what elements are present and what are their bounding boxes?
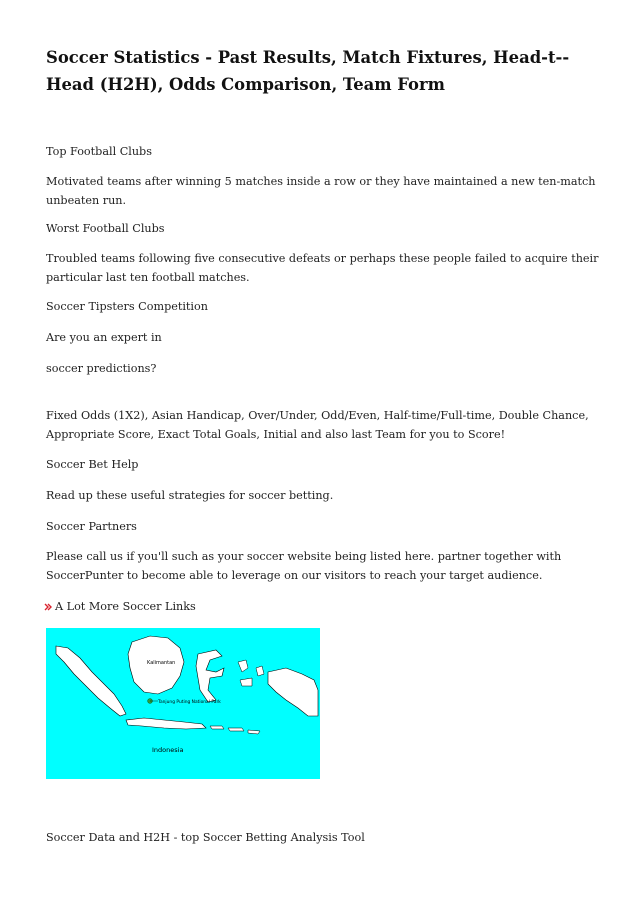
footer-heading: Soccer Data and H2H - top Soccer Betting Analysis Tool: [46, 831, 365, 844]
expert-line-2: soccer predictions?: [46, 362, 157, 375]
expert-line-1: Are you an expert in: [46, 331, 162, 344]
bet-help-heading: Soccer Bet Help: [46, 458, 139, 471]
top-clubs-text: Motivated teams after winning 5 matches inside a row or they have maintained a new ten-match unbeaten run.: [46, 175, 596, 207]
double-chevron-right-icon: [44, 603, 52, 611]
worst-clubs-text: Troubled teams following five consecutive defeats or perhaps these people failed to acquire their particular last ten football matches.: [46, 252, 599, 284]
odds-text: Fixed Odds (1X2), Asian Handicap, Over/Under, Odd/Even, Half-time/Full-time, Double Chance, Appropriate Score, Exact Total Goals, Initial and also last Team for you to Score!: [46, 409, 589, 441]
partners-text: Please call us if you'll such as your soccer website being listed here. partner together with SoccerPunter to become able to leverage on our visitors to reach your target audience.: [46, 550, 562, 582]
bet-help-text: Read up these useful strategies for soccer betting.: [46, 489, 334, 502]
more-links-link[interactable]: [44, 597, 196, 616]
top-clubs-heading: Top Football Clubs: [46, 145, 152, 158]
tipsters-heading: Soccer Tipsters Competition: [46, 300, 208, 313]
map-label-park: Tanjung Puting National Park: [158, 700, 221, 705]
partners-heading: Soccer Partners: [46, 520, 137, 533]
worst-clubs-heading: Worst Football Clubs: [46, 222, 165, 235]
map-label-country: Indonesia: [152, 746, 184, 754]
page-title: Soccer Statistics - Past Results, Match Fixtures, Head-t--Head (H2H), Odds Comparison, Team Form: [46, 48, 570, 94]
more-links-label: A Lot More Soccer Links: [55, 600, 196, 613]
indonesia-map-graphic: [46, 628, 320, 779]
map-label-kalimantan: Kalimantan: [147, 660, 176, 666]
indonesia-map-image: [46, 628, 320, 779]
